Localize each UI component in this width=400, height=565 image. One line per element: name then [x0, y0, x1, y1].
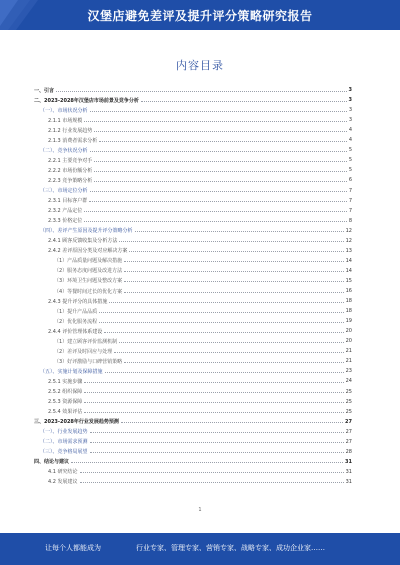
toc-entry[interactable]	[40, 428, 352, 436]
toc-entry[interactable]	[48, 388, 352, 396]
dot-leader	[90, 111, 347, 112]
dot-leader	[90, 442, 344, 443]
dot-leader	[94, 161, 347, 162]
toc-entry-page: 7	[348, 197, 352, 204]
toc-entry-text: 2.5.2 组织保障	[48, 389, 83, 395]
dot-leader	[104, 332, 343, 333]
toc-entry[interactable]	[54, 267, 352, 275]
toc-entry-text: （四）、差评产生原因及提升评分策略分析	[40, 228, 133, 235]
toc-entry-text: （2）优化服务流程	[54, 318, 98, 325]
toc-entry[interactable]	[48, 398, 352, 406]
toc-entry-page: 4	[348, 127, 352, 134]
toc-entry[interactable]	[54, 277, 352, 285]
toc-entry-page: 12	[345, 227, 352, 234]
toc-entry-page: 3	[348, 107, 352, 114]
toc-entry-text: 2.2.1 主要竞争对手	[48, 157, 93, 164]
dot-leader	[84, 382, 343, 383]
dot-leader	[80, 482, 344, 483]
dot-leader	[129, 251, 343, 252]
toc-entry[interactable]	[48, 176, 352, 184]
dot-leader	[84, 211, 347, 212]
toc-entry[interactable]	[48, 207, 352, 215]
toc-entry-page: 12	[345, 237, 352, 244]
toc-entry[interactable]	[48, 166, 352, 174]
toc-entry[interactable]	[48, 327, 352, 335]
dot-leader	[94, 181, 347, 182]
toc-entry-text: 2.4.3 提升评分的具体措施	[48, 298, 108, 305]
toc-entry-page: 3	[348, 87, 352, 93]
toc-entry-page: 27	[345, 418, 352, 425]
toc-entry-page: 4	[348, 137, 352, 144]
toc-entry-page: 21	[345, 358, 352, 365]
toc-entry-text: 2.4.2 差评原因分类及对应解决方案	[48, 248, 128, 255]
toc-entry-text: （1）提升产品品质	[54, 308, 98, 315]
toc-entry[interactable]	[48, 478, 352, 486]
toc-entry[interactable]	[40, 146, 352, 154]
document-title: 汉堡店避免差评及提升评分策略研究报告	[87, 9, 313, 23]
toc-entry-text: 2.3.3 价格定位	[48, 218, 83, 225]
toc-entry[interactable]	[54, 257, 352, 265]
toc-entry-text: （2）服务态度问题及改进方法	[54, 268, 123, 275]
toc-entry-page: 7	[348, 187, 352, 194]
page-footer	[0, 533, 400, 565]
toc-entry-page: 18	[345, 308, 352, 315]
toc-entry-page: 31	[345, 458, 352, 465]
toc-entry-text: （三）、市场定位分析	[40, 188, 88, 194]
toc-entry-page: 5	[348, 147, 352, 154]
toc-entry-page: 25	[345, 398, 352, 405]
toc-entry[interactable]	[54, 337, 352, 345]
toc-entry-page: 19	[345, 318, 352, 325]
toc-entry-page: 20	[345, 328, 352, 335]
toc-entry-page: 20	[345, 338, 352, 345]
toc-entry-text: 2.5.4 效果评估	[48, 409, 83, 416]
dot-leader	[84, 412, 343, 413]
dot-leader	[94, 171, 347, 172]
toc-entry-page: 3	[348, 97, 352, 104]
toc-entry[interactable]	[54, 347, 352, 355]
dot-leader	[124, 292, 343, 293]
dot-leader	[119, 241, 343, 242]
toc-entry[interactable]	[40, 187, 352, 195]
toc-entry-page: 27	[345, 438, 352, 445]
dot-leader	[114, 352, 343, 353]
dot-leader	[90, 151, 347, 152]
toc-entry-page: 24	[345, 378, 352, 385]
dot-leader	[124, 362, 343, 363]
toc-entry-text: （二）、市场需求预测	[40, 439, 88, 446]
toc-entry[interactable]	[40, 367, 352, 375]
toc-entry[interactable]	[48, 297, 352, 305]
toc-entry[interactable]	[54, 287, 352, 295]
toc-entry-text: 2.3.2 产品定位	[48, 208, 83, 215]
dot-leader	[124, 261, 343, 262]
toc-entry-text: （3）环境卫生问题及整改方案	[54, 278, 123, 285]
toc-entry-page: 13	[345, 247, 352, 254]
toc-entry-text: （2）差评及时回应与处理	[54, 348, 113, 355]
toc-entry-text: 4.1 研究结论	[48, 469, 78, 476]
toc-entry-page: 14	[345, 267, 352, 274]
dot-leader	[124, 281, 343, 282]
toc-entry-page: 31	[345, 468, 352, 475]
toc-entry-text: 一、引言	[34, 87, 55, 94]
toc-entry[interactable]	[48, 197, 352, 205]
toc-entry-text: （4）等餐时间过长的优化方案	[54, 288, 123, 295]
toc-entry-text: 四、结论与建议	[34, 459, 70, 466]
toc-entry-page: 31	[345, 478, 352, 485]
toc-entry-page: 3	[348, 117, 352, 124]
toc-entry-text: 2.3.1 目标客户群	[48, 198, 88, 205]
toc-entry-text: 2.2.2 市场份额分析	[48, 167, 93, 174]
toc-entry-page: 18	[345, 298, 352, 305]
dot-leader	[90, 432, 344, 433]
toc-entry-page: 27	[345, 428, 352, 435]
toc-entry-text: （1）产品质量问题及解决措施	[54, 258, 123, 265]
toc-entry-text: （二）、竞争状况分析	[40, 147, 88, 154]
toc-entry-page: 16	[345, 288, 352, 294]
dot-leader	[124, 271, 343, 272]
toc-entry-text: 2.2.3 竞争策略分析	[48, 177, 93, 184]
page-header	[0, 0, 400, 30]
dot-leader	[99, 322, 343, 323]
dot-leader	[105, 372, 344, 373]
dot-leader	[84, 402, 343, 403]
toc-entry-text: 三、2023-2028年行业发展趋势预测	[34, 419, 119, 426]
toc-entry-text: 2.1.2 行业发展趋势	[48, 127, 93, 134]
toc-entry[interactable]	[34, 86, 352, 94]
dot-leader	[84, 392, 343, 393]
toc-entry[interactable]	[54, 317, 352, 325]
toc-entry[interactable]	[48, 156, 352, 164]
dot-leader	[71, 462, 343, 463]
toc-entry[interactable]	[40, 106, 352, 114]
toc-entry[interactable]	[54, 307, 352, 315]
toc-entry-page: 5	[348, 157, 352, 164]
toc-entry[interactable]	[48, 468, 352, 476]
toc-entry[interactable]	[40, 448, 352, 456]
toc-entry[interactable]	[34, 418, 352, 426]
toc-entry-page: 21	[345, 348, 352, 355]
toc-entry[interactable]	[48, 116, 352, 124]
page-number: 1	[198, 507, 202, 513]
footer-tagline: 行业专家、管理专家、营销专家、战略专家、成功企业家……	[136, 544, 325, 552]
toc-entry-page: 5	[348, 167, 352, 174]
dot-leader	[84, 121, 347, 122]
toc-entry-text: 4.2 发展建议	[48, 479, 78, 486]
toc-entry[interactable]	[40, 438, 352, 446]
toc-entry-text: （3）好评激励与口碑营销策略	[54, 358, 123, 365]
toc-entry-page: 15	[345, 277, 352, 284]
toc-entry[interactable]	[48, 247, 352, 255]
toc-entry-page: 25	[345, 388, 352, 395]
toc-entry[interactable]	[54, 357, 352, 365]
toc-entry[interactable]	[40, 227, 352, 235]
dot-leader	[99, 141, 347, 142]
dot-leader	[121, 422, 343, 423]
footer-slogan: 让每个人都能成为	[45, 544, 101, 552]
toc-entry[interactable]	[34, 96, 352, 104]
toc-entry[interactable]	[48, 217, 352, 225]
toc-heading: 内容目录	[176, 59, 224, 72]
toc-entry-text: 2.5.1 实施步骤	[48, 378, 83, 385]
dot-leader	[141, 101, 347, 102]
toc-entry-text: （五）、实施计划及保障措施	[40, 368, 103, 375]
dot-leader	[84, 221, 347, 222]
toc-entry[interactable]	[48, 408, 352, 416]
toc-entry-page: 25	[345, 408, 352, 415]
dot-leader	[94, 131, 347, 132]
dot-leader	[119, 342, 343, 343]
toc-entry-text: （一）、行业发展趋势	[40, 429, 88, 436]
toc-entry[interactable]	[48, 136, 352, 144]
dot-leader	[90, 452, 344, 453]
toc-entry[interactable]	[48, 377, 352, 385]
toc-entry-text: 2.5.3 资源保障	[48, 399, 83, 406]
toc-entry[interactable]	[48, 237, 352, 245]
toc-entry[interactable]	[34, 458, 352, 466]
toc-entry-text: 二、2023-2028年汉堡店市场前景及竞争分析	[34, 97, 139, 104]
toc-entry[interactable]	[48, 126, 352, 134]
dot-leader	[80, 472, 344, 473]
dot-leader	[135, 231, 344, 232]
toc-entry-page: 7	[348, 207, 352, 214]
dot-leader	[90, 191, 347, 192]
toc-entry-page: 6	[348, 177, 352, 184]
dot-leader	[56, 91, 347, 92]
toc-entry-text: 2.4.1 顾客反馈收集及分析方法	[48, 238, 118, 245]
toc-entry-page: 28	[345, 448, 352, 455]
toc-entry-page: 14	[345, 257, 352, 264]
toc-entry-text: 2.1.1 市场规模	[48, 117, 83, 124]
dot-leader	[89, 201, 347, 202]
toc-entry-text: （三）、竞争格局展望	[40, 449, 88, 456]
toc-entry-text: 2.1.3 消费者需求分析	[48, 137, 98, 144]
toc-entry-text: （一）、市场状况分析	[40, 107, 88, 114]
toc-entry-text: （1）建立顾客评价监测机制	[54, 338, 118, 345]
dot-leader	[109, 302, 343, 303]
toc-entry-text: 2.4.4 评价管理体系建设	[48, 328, 103, 335]
toc-entry-page: 23	[345, 368, 352, 375]
toc-entry-page: 8	[348, 217, 352, 224]
dot-leader	[99, 312, 343, 313]
